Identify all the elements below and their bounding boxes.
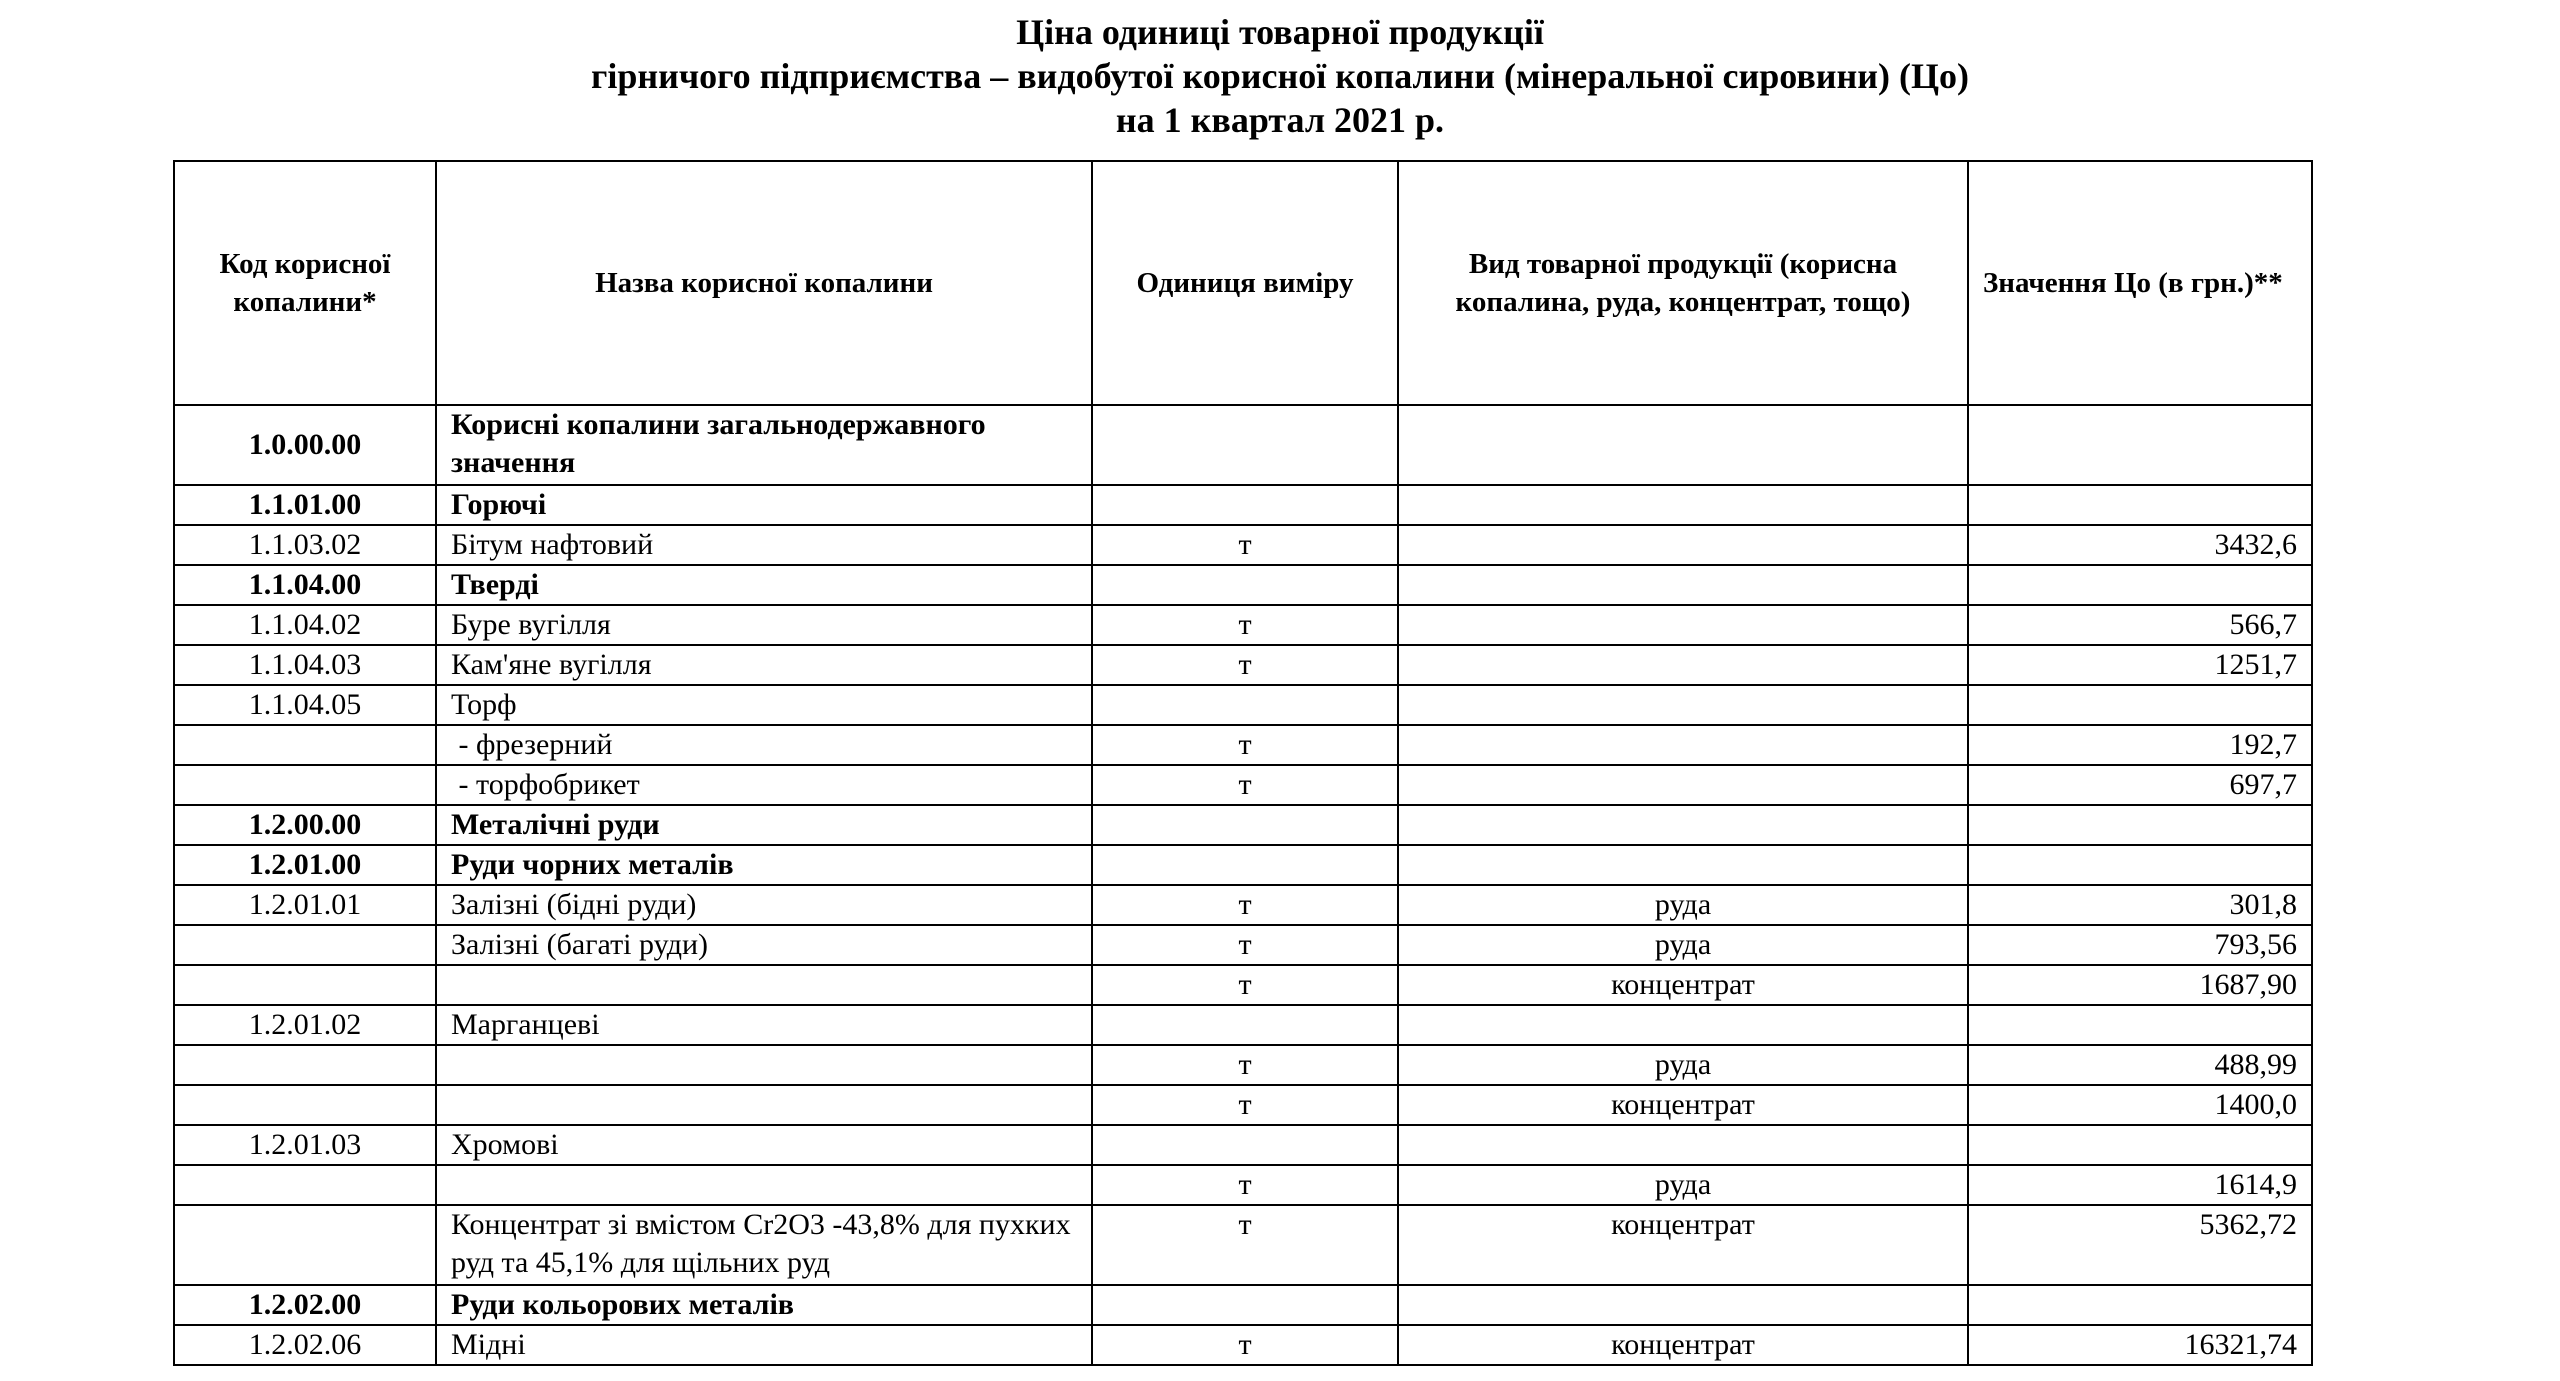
table-row [174,1085,2312,1125]
cell-unit: т [1092,965,1398,1005]
cell-value: 1251,7 [1968,645,2312,685]
table-row [174,1165,2312,1205]
cell-code: 1.1.01.00 [174,485,436,525]
header-row [174,161,2312,405]
table-row [174,1005,2312,1045]
table-row [174,1045,2312,1085]
title-line-3: на 1 квартал 2021 р. [1115,100,1445,140]
table-row [174,565,2312,605]
cell-unit [1092,685,1398,725]
cell-name: Мідні [436,1325,1092,1365]
cell-unit: т [1092,1325,1398,1365]
cell-name: Концентрат зі вмістом Cr2O3 -43,8% для пухких руд та 45,1% для щільних руд [436,1205,1092,1285]
cell-unit: т [1092,1205,1398,1285]
cell-kind [1398,1285,1968,1325]
cell-value [1968,845,2312,885]
cell-value: 16321,74 [1968,1325,2312,1365]
cell-value [1968,1125,2312,1165]
cell-value [1968,405,2312,485]
cell-name: Горючі [436,485,1092,525]
cell-value: 1687,90 [1968,965,2312,1005]
cell-unit: т [1092,725,1398,765]
cell-name: Торф [436,685,1092,725]
cell-code: 1.2.01.00 [174,845,436,885]
cell-code: 1.2.02.06 [174,1325,436,1365]
cell-value: 1614,9 [1968,1165,2312,1205]
table-header [174,161,2312,405]
cell-value: 793,56 [1968,925,2312,965]
cell-kind [1398,1125,1968,1165]
cell-value [1968,485,2312,525]
cell-value [1968,1005,2312,1045]
cell-code: 1.1.04.03 [174,645,436,685]
cell-name: Металічні руди [436,805,1092,845]
cell-name: - фрезерний [436,725,1092,765]
cell-kind: руда [1398,1165,1968,1205]
cell-name [436,965,1092,1005]
cell-code [174,1085,436,1125]
cell-code [174,1045,436,1085]
cell-value: 1400,0 [1968,1085,2312,1125]
cell-name: Кам'яне вугілля [436,645,1092,685]
cell-name: Буре вугілля [436,605,1092,645]
cell-value [1968,685,2312,725]
title-line-2: гірничого підприємства – видобутої корисної копалини (мінеральної сировини) (Цо) [590,56,1970,96]
cell-code: 1.1.04.05 [174,685,436,725]
cell-unit [1092,805,1398,845]
table-row [174,1125,2312,1165]
cell-code [174,925,436,965]
cell-name: Залізні (бідні руди) [436,885,1092,925]
cell-kind: руда [1398,885,1968,925]
header-unit: Одиниця виміру [1092,161,1398,405]
cell-name [436,1045,1092,1085]
cell-name: Корисні копалини загальнодержавного значення [436,405,1092,485]
cell-kind [1398,725,1968,765]
cell-unit: т [1092,1085,1398,1125]
cell-unit: т [1092,525,1398,565]
header-name: Назва корисної копалини [436,161,1092,405]
cell-code: 1.2.00.00 [174,805,436,845]
cell-value: 5362,72 [1968,1205,2312,1285]
cell-code: 1.2.01.01 [174,885,436,925]
document-title [0,10,2560,142]
table-row [174,605,2312,645]
cell-value: 192,7 [1968,725,2312,765]
table-row [174,1205,2312,1285]
cell-value [1968,565,2312,605]
table-row [174,685,2312,725]
cell-name: Руди чорних металів [436,845,1092,885]
cell-unit [1092,1005,1398,1045]
table-row [174,845,2312,885]
cell-value [1968,805,2312,845]
cell-kind [1398,485,1968,525]
cell-kind: концентрат [1398,1085,1968,1125]
cell-kind [1398,605,1968,645]
cell-kind [1398,525,1968,565]
cell-value: 697,7 [1968,765,2312,805]
cell-name [436,1085,1092,1125]
cell-code: 1.2.02.00 [174,1285,436,1325]
table-row [174,485,2312,525]
cell-kind [1398,845,1968,885]
cell-name [436,1165,1092,1205]
table-row [174,1325,2312,1365]
cell-kind: концентрат [1398,965,1968,1005]
cell-name: Залізні (багаті руди) [436,925,1092,965]
table-row [174,805,2312,845]
table-body [174,405,2312,1365]
cell-kind: руда [1398,925,1968,965]
cell-code [174,1205,436,1285]
cell-code: 1.1.03.02 [174,525,436,565]
cell-code: 1.2.01.02 [174,1005,436,1045]
cell-unit [1092,485,1398,525]
cell-unit: т [1092,1045,1398,1085]
cell-name: Тверді [436,565,1092,605]
cell-code [174,725,436,765]
cell-value: 488,99 [1968,1045,2312,1085]
cell-unit [1092,565,1398,605]
cell-unit: т [1092,645,1398,685]
cell-kind [1398,1005,1968,1045]
cell-kind [1398,565,1968,605]
cell-kind [1398,805,1968,845]
cell-kind [1398,405,1968,485]
cell-unit: т [1092,925,1398,965]
cell-code: 1.1.04.02 [174,605,436,645]
table-row [174,525,2312,565]
cell-code: 1.2.01.03 [174,1125,436,1165]
table-row [174,965,2312,1005]
cell-kind: концентрат [1398,1205,1968,1285]
cell-unit: т [1092,605,1398,645]
cell-kind [1398,645,1968,685]
cell-unit: т [1092,1165,1398,1205]
table-row [174,725,2312,765]
cell-kind: концентрат [1398,1325,1968,1365]
price-table [173,160,2313,1366]
cell-kind [1398,685,1968,725]
header-value: Значення Цо (в грн.)** [1968,161,2312,405]
cell-kind [1398,765,1968,805]
cell-value [1968,1285,2312,1325]
cell-code [174,965,436,1005]
table-row [174,1285,2312,1325]
header-code: Код корисної копалини* [174,161,436,405]
cell-kind: руда [1398,1045,1968,1085]
cell-unit: т [1092,885,1398,925]
cell-name: Марганцеві [436,1005,1092,1045]
header-kind: Вид товарної продукції (корисна копалина, руда, концентрат, тощо) [1398,161,1968,405]
cell-value: 566,7 [1968,605,2312,645]
table-row [174,765,2312,805]
cell-unit [1092,845,1398,885]
cell-unit [1092,1125,1398,1165]
cell-code [174,765,436,805]
cell-name: Руди кольорових металів [436,1285,1092,1325]
cell-code: 1.0.00.00 [174,405,436,485]
cell-name: Бітум нафтовий [436,525,1092,565]
table-row [174,925,2312,965]
cell-unit [1092,1285,1398,1325]
cell-value: 301,8 [1968,885,2312,925]
cell-name: Хромові [436,1125,1092,1165]
table-row [174,405,2312,485]
cell-value: 3432,6 [1968,525,2312,565]
title-line-1: Ціна одиниці товарної продукції [1016,12,1544,52]
cell-unit [1092,405,1398,485]
table-row [174,885,2312,925]
table-row [174,645,2312,685]
cell-name: - торфобрикет [436,765,1092,805]
cell-code: 1.1.04.00 [174,565,436,605]
cell-unit: т [1092,765,1398,805]
cell-code [174,1165,436,1205]
